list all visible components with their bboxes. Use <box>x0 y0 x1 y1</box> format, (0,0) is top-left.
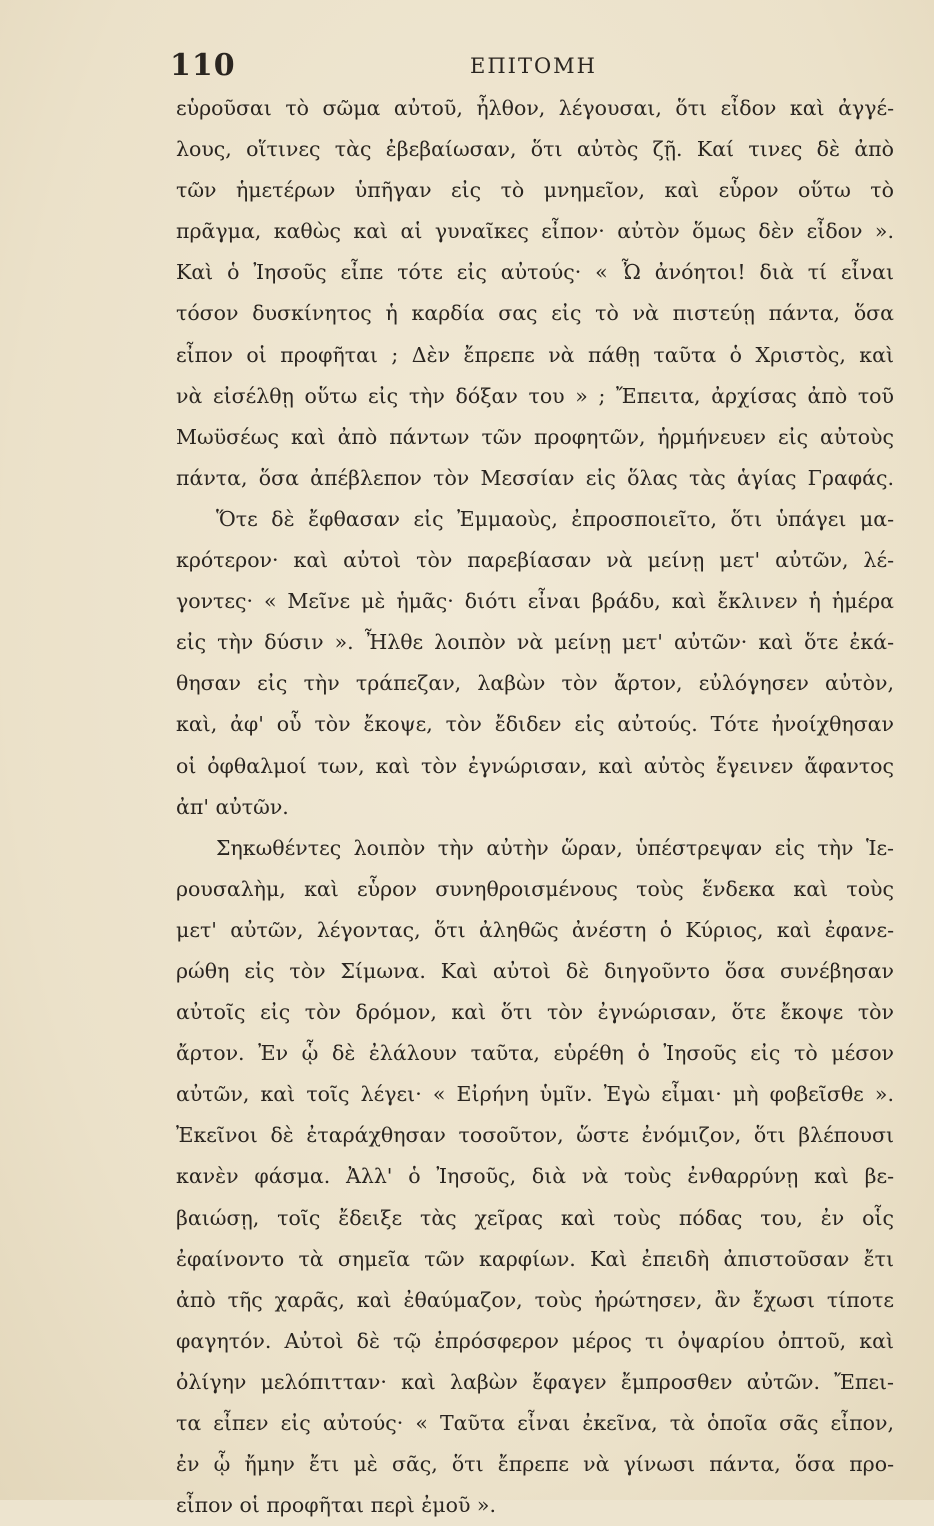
text-line: λους, οἵτινες τὰς ἐβεβαίωσαν, ὅτι αὐτὸς ζῇ. Καί τινες δὲ ἀπὸ <box>176 137 894 162</box>
text-line: τόσον δυσκίνητος ἡ καρδία σας εἰς τὸ νὰ πιστεύῃ πάντα, ὅσα <box>176 301 894 326</box>
text-line: αὐτοῖς εἰς τὸν δρόμον, καὶ ὅτι τὸν ἐγνώρισαν, ὅτε ἔκοψε τὸν <box>176 1000 894 1025</box>
text-line: ἄρτον. Ἐν ᾧ δὲ ἐλάλουν ταῦτα, εὑρέθη ὁ Ἰησοῦς εἰς τὸ μέσον <box>176 1041 894 1066</box>
text-line: Καὶ ὁ Ἰησοῦς εἶπε τότε εἰς αὐτούς· « Ὦ ἀνόητοι! διὰ τί εἶναι <box>176 260 894 285</box>
text-line: Ἐκεῖνοι δὲ ἐταράχθησαν τοσοῦτον, ὥστε ἐνόμιζον, ὅτι βλέπουσι <box>176 1123 894 1148</box>
text-line: μετ' αὐτῶν, λέγοντας, ὅτι ἀληθῶς ἀνέστη ὁ Κύριος, καὶ ἐφανε- <box>176 917 894 942</box>
text-line: πάντα, ὅσα ἀπέβλεπον τὸν Μεσσίαν εἰς ὅλας τὰς ἁγίας Γραφάς. <box>176 465 894 490</box>
text-line: ἀπ' αὐτῶν. <box>176 794 289 819</box>
text-line: νὰ εἰσέλθῃ οὕτω εἰς τὴν δόξαν του » ; Ἔπειτα, ἀρχίσας ἀπὸ τοῦ <box>176 383 894 408</box>
text-line: κρότερον· καὶ αὐτοὶ τὸν παρεβίασαν νὰ μείνῃ μετ' αὐτῶν, λέ- <box>176 548 894 573</box>
text-line: θησαν εἰς τὴν τράπεζαν, λαβὼν τὸν ἄρτον, εὐλόγησεν αὐτὸν, <box>176 671 894 696</box>
text-line: κανὲν φάσμα. Ἀλλ' ὁ Ἰησοῦς, διὰ νὰ τοὺς ἐνθαρρύνῃ καὶ βε- <box>176 1164 894 1189</box>
text-line: εἰς τὴν δύσιν ». Ἦλθε λοιπὸν νὰ μείνῃ μετ' αὐτῶν· καὶ ὅτε ἐκά- <box>176 630 894 655</box>
text-line: ἐν ᾧ ἤμην ἔτι μὲ σᾶς, ὅτι ἔπρεπε νὰ γίνωσι πάντα, ὅσα προ- <box>176 1452 894 1477</box>
text-line: πρᾶγμα, καθὼς καὶ αἱ γυναῖκες εἶπον· αὐτὸν ὅμως δὲν εἶδον ». <box>176 219 894 244</box>
text-line: εἶπον οἱ προφῆται περὶ ἐμοῦ ». <box>176 1493 496 1518</box>
text-line: τῶν ἡμετέρων ὑπῆγαν εἰς τὸ μνημεῖον, καὶ εὗρον οὕτω τὸ <box>176 178 894 203</box>
text-line: βαιώσῃ, τοῖς ἔδειξε τὰς χεῖρας καὶ τοὺς πόδας του, ἐν οἷς <box>176 1205 894 1230</box>
text-line: Ὅτε δὲ ἔφθασαν εἰς Ἐμμαοὺς, ἐπροσποιεῖτο, ὅτι ὑπάγει μα- <box>216 506 894 531</box>
text-line: φαγητόν. Αὐτοὶ δὲ τῷ ἐπρόσφερον μέρος τι ὀψαρίου ὀπτοῦ, καὶ <box>176 1328 894 1353</box>
text-line: εὑροῦσαι τὸ σῶμα αὐτοῦ, ἦλθον, λέγουσαι, ὅτι εἶδον καὶ ἀγγέ- <box>176 96 894 120</box>
text-line: Μωϋσέως καὶ ἀπὸ πάντων τῶν προφητῶν, ἡρμήνευεν εἰς αὐτοὺς <box>176 424 894 449</box>
running-title: ΕΠΙΤΟΜΗ <box>470 54 597 78</box>
text-line: ἐφαίνοντο τὰ σημεῖα τῶν καρφίων. Καὶ ἐπειδὴ ἀπιστοῦσαν ἔτι <box>176 1246 894 1271</box>
text-line: γοντες· « Μεῖνε μὲ ἡμᾶς· διότι εἶναι βράδυ, καὶ ἔκλινεν ἡ ἡμέρα <box>176 589 894 614</box>
text-line: ρώθη εἰς τὸν Σίμωνα. Καὶ αὐτοὶ δὲ διηγοῦντο ὅσα συνέβησαν <box>176 958 894 983</box>
text-line: τα εἶπεν εἰς αὐτούς· « Ταῦτα εἶναι ἐκεῖνα, τὰ ὁποῖα σᾶς εἶπον, <box>176 1411 894 1435</box>
text-line: ρουσαλὴμ, καὶ εὗρον συνηθροισμένους τοὺς ἕνδεκα καὶ τοὺς <box>176 876 894 901</box>
text-line: ὀλίγην μελόπιτταν· καὶ λαβὼν ἔφαγεν ἔμπροσθεν αὐτῶν. Ἔπει- <box>176 1369 894 1394</box>
text-line: καὶ, ἀφ' οὗ τὸν ἔκοψε, τὸν ἔδιδεν εἰς αὐτούς. Τότε ἠνοίχθησαν <box>176 712 894 737</box>
text-line: αὐτῶν, καὶ τοῖς λέγει· « Εἰρήνη ὑμῖν. Ἐγὼ εἶμαι· μὴ φοβεῖσθε ». <box>176 1082 894 1107</box>
page-header <box>170 48 900 88</box>
text-line: Σηκωθέντες λοιπὸν τὴν αὐτὴν ὥραν, ὑπέστρεψαν εἰς τὴν Ἱε- <box>216 835 894 860</box>
page-number: 110 <box>170 48 236 83</box>
text-line: ἀπὸ τῆς χαρᾶς, καὶ ἐθαύμαζον, τοὺς ἠρώτησεν, ἂν ἔχωσι τίποτε <box>176 1287 894 1312</box>
text-line: εἶπον οἱ προφῆται ; Δὲν ἔπρεπε νὰ πάθῃ ταῦτα ὁ Χριστὸς, καὶ <box>176 342 894 367</box>
body-text <box>176 88 894 1526</box>
text-line: οἱ ὀφθαλμοί των, καὶ τὸν ἐγνώρισαν, καὶ αὐτὸς ἔγεινεν ἄφαντος <box>176 753 894 778</box>
